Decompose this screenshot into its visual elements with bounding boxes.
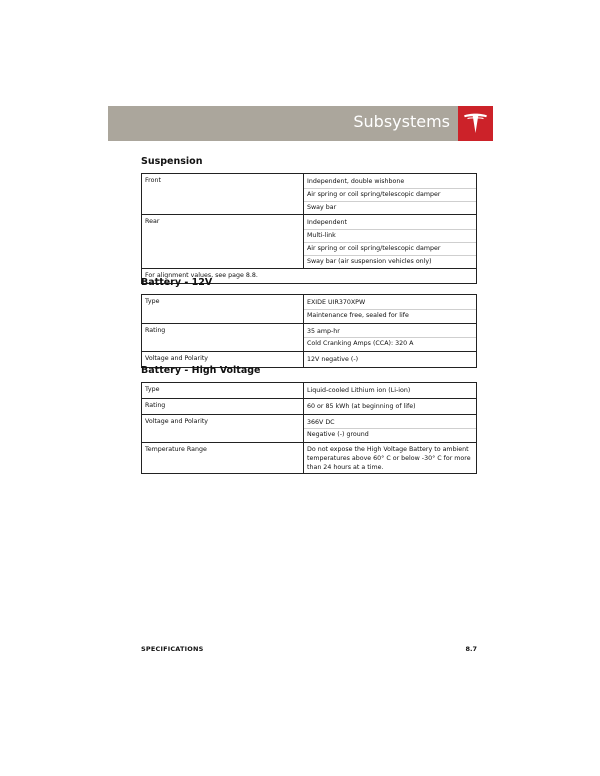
suspension-table (141, 173, 477, 284)
row-label: Type (142, 383, 304, 399)
footer-page-number: 8.7 (465, 645, 477, 653)
row-values (304, 383, 477, 399)
row-values (304, 215, 477, 269)
row-label: Temperature Range (142, 443, 304, 474)
value-line: Sway bar (air suspension vehicles only) (307, 257, 432, 265)
value-line: Independent, double wishbone (304, 176, 476, 189)
table-row (142, 398, 477, 414)
value-line: EXIDE UIR370XPW (304, 297, 476, 310)
table-row (142, 174, 477, 215)
row-values (304, 398, 477, 414)
row-label: Voltage and Polarity (142, 352, 304, 368)
value-line: Air spring or coil spring/telescopic damper (304, 189, 476, 202)
row-values (304, 295, 477, 324)
table-row (142, 383, 477, 399)
section-title-suspension: Suspension (141, 156, 203, 167)
alignment-note: For alignment values, see page 8.8. (142, 269, 477, 284)
tesla-logo-icon (458, 106, 493, 141)
row-label: Type (142, 295, 304, 324)
row-values (304, 174, 477, 215)
value-line: Multi-link (304, 230, 476, 243)
footer-section-label: SPECIFICATIONS (141, 645, 204, 653)
value-line: 12V negative (-) (307, 356, 359, 363)
row-values (304, 352, 477, 368)
table-row (142, 414, 477, 443)
row-label: Rating (142, 398, 304, 414)
row-label: Rating (142, 323, 304, 352)
value-line: Liquid-cooled Lithium ion (Li-ion) (307, 387, 411, 394)
table-row (142, 323, 477, 352)
section-title-battery-12v: Battery - 12V (141, 277, 213, 288)
row-values (304, 443, 477, 474)
table-row (142, 215, 477, 269)
value-line: 60 or 85 kWh (at beginning of life) (307, 402, 416, 410)
value-line: Maintenance free, sealed for life (307, 311, 409, 319)
table-row (142, 443, 477, 474)
value-line: 366V DC (304, 417, 476, 430)
value-line: Negative (-) ground (307, 431, 369, 439)
header-band (108, 106, 458, 141)
row-values (304, 323, 477, 352)
battery-12v-table (141, 294, 477, 368)
row-values (304, 414, 477, 443)
value-line: Sway bar (307, 203, 337, 211)
row-label: Rear (142, 215, 304, 269)
logo-box (458, 106, 493, 141)
battery-hv-table (141, 382, 477, 474)
row-label: Front (142, 174, 304, 215)
section-title-battery-hv: Battery - High Voltage (141, 365, 261, 376)
page-title: Subsystems (353, 112, 450, 131)
value-line: Cold Cranking Amps (CCA): 320 A (307, 340, 414, 348)
value-line: Air spring or coil spring/telescopic damper (304, 243, 476, 256)
value-line: Do not expose the High Voltage Battery to ambient temperatures above 60° C or below -30° C for more than 24 hours at a time. (307, 446, 471, 472)
row-label: Voltage and Polarity (142, 414, 304, 443)
table-row (142, 295, 477, 324)
value-line: 35 amp-hr (304, 326, 476, 339)
value-line: Independent (304, 217, 476, 230)
